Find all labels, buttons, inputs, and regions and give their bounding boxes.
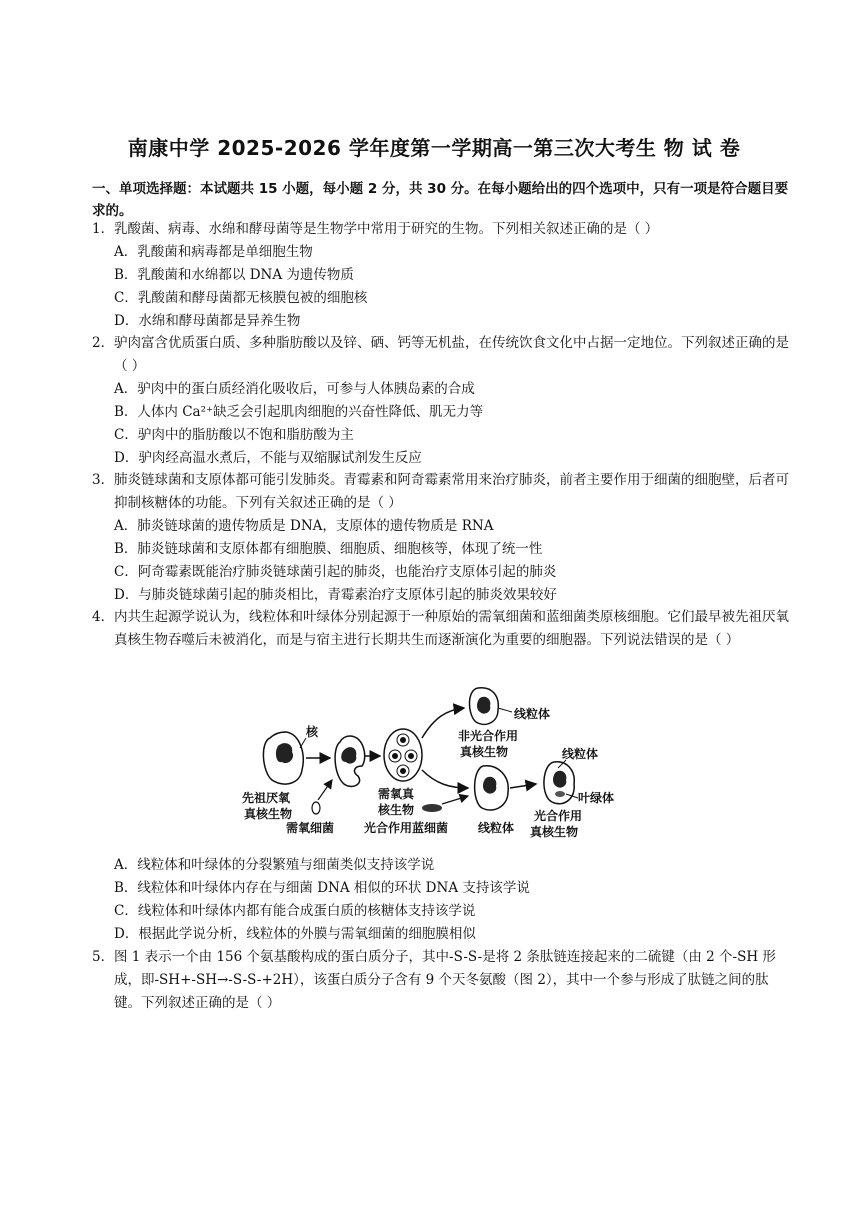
label-nonphotosynthetic-2: 真核生物	[460, 745, 509, 759]
label-ancestor-2: 真核生物	[244, 807, 293, 821]
option-b[interactable]: B．乳酸菌和水绵都以 DNA 为遗传物质	[114, 267, 354, 283]
option-d[interactable]: D．水绵和酵母菌都是异养生物	[114, 313, 301, 329]
question-3	[92, 469, 792, 607]
option-c[interactable]: C．线粒体和叶绿体内都有能合成蛋白质的核糖体支持该学说	[114, 903, 476, 919]
question-stem: 内共生起源学说认为，线粒体和叶绿体分别起源于一种原始的需氧细菌和蓝细菌类原核细胞。它们最早被先祖厌氧真核生物吞噬后未被消化，而是与宿主进行长期共生而逐渐演化为重要的细胞器。下列说法错误的是（ ）	[114, 609, 789, 648]
question-stem: 肺炎链球菌和支原体都可能引发肺炎。青霉素和阿奇霉素常用来治疗肺炎，前者主要作用于细菌的细胞壁，后者可抑制核糖体的功能。下列有关叙述正确的是（ ）	[114, 472, 789, 511]
exam-title: 南康中学 2025-2026 学年度第一学期高一第三次大考生 物 试 卷	[127, 136, 741, 160]
question-number: 1．	[92, 221, 115, 237]
nonphotosynthetic-eukaryote-cell	[470, 688, 499, 725]
question-1	[92, 218, 792, 333]
label-nonphotosynthetic-1: 非光合作用	[458, 729, 519, 743]
section-heading: 一、单项选择题：本试题共 15 小题，每小题 2 分，共 30 分。在每小题给出的四个选项中，只有一项是符合题目要求的。	[92, 181, 789, 219]
label-mitochondrion-1: 线粒体	[514, 707, 551, 721]
question-5	[92, 946, 792, 1015]
question-stem: 乳酸菌、病毒、水绵和酵母菌等是生物学中常用于研究的生物。下列相关叙述正确的是（ ）	[114, 221, 659, 237]
label-cyanobacteria: 光合作用蓝细菌	[364, 821, 449, 835]
label-aerobic-bacteria: 需氧细菌	[286, 821, 335, 835]
option-a[interactable]: A．乳酸菌和病毒都是单细胞生物	[114, 244, 313, 260]
option-b[interactable]: B．线粒体和叶绿体内存在与细菌 DNA 相似的环状 DNA 支持该学说	[114, 880, 530, 896]
question-number: 3．	[92, 472, 115, 488]
option-b[interactable]: B．人体内 Ca²⁺缺乏会引起肌肉细胞的兴奋性降低、肌无力等	[114, 404, 484, 420]
option-a[interactable]: A．驴肉中的蛋白质经消化吸收后，可参与人体胰岛素的合成	[114, 381, 475, 397]
option-a[interactable]: A．线粒体和叶绿体的分裂繁殖与细菌类似支持该学说	[114, 857, 435, 873]
question-stem: 驴肉富含优质蛋白质、多种脂肪酸以及锌、硒、钙等无机盐，在传统饮食文化中占据一定地位。下列叙述正确的是（ ）	[114, 335, 789, 374]
arrow	[442, 796, 468, 804]
engulfing-cell	[335, 736, 365, 786]
arrow	[510, 784, 536, 788]
aerobic-bacterium	[312, 802, 320, 814]
label-nucleus: 核	[306, 725, 319, 739]
photosynthetic-eukaryote-cell	[544, 762, 574, 804]
question-stem: 图 1 表示一个由 156 个氨基酸构成的蛋白质分子，其中-S-S-是将 2 条肽链连接起来的二硫键（由 2 个-SH 形成，即-SH+-SH→-S-S-+2H），该蛋白质分子含有 9 个天冬氨酸（图 2），其中一个参与形成了肽链之间的肽键。下列叙述正确的是（ ）	[114, 949, 776, 1011]
ancestor-cell	[263, 732, 303, 784]
option-c[interactable]: C．驴肉中的脂肪酸以不饱和脂肪酸为主	[114, 427, 354, 443]
question-number: 5．	[92, 949, 115, 965]
arrow	[422, 770, 468, 788]
option-a[interactable]: A．肺炎链球菌的遗传物质是 DNA，支原体的遗传物质是 RNA	[114, 518, 494, 534]
option-c[interactable]: C．阿奇霉素既能治疗肺炎链球菌引起的肺炎，也能治疗支原体引起的肺炎	[114, 564, 557, 580]
label-photosynthetic-2: 真核生物	[530, 825, 579, 839]
aerobic-eukaryote-cell	[384, 729, 422, 781]
label-chloroplast: 叶绿体	[578, 791, 615, 805]
option-d[interactable]: D．驴肉经高温水煮后，不能与双缩脲试剂发生反应	[114, 450, 422, 466]
question-2	[92, 332, 792, 470]
label-mitochondrion-3: 线粒体	[562, 747, 599, 761]
endosymbiosis-diagram	[240, 680, 620, 845]
label-ancestor-1: 先祖厌氧	[242, 791, 291, 805]
question-number: 4．	[92, 609, 115, 625]
question-number: 2．	[92, 335, 115, 351]
option-d[interactable]: D．与肺炎链球菌引起的肺炎相比，青霉素治疗支原体引起的肺炎效果较好	[114, 587, 557, 603]
label-aerobic-eukaryote-2: 核生物	[378, 803, 415, 817]
endosymbiosis-figure	[240, 680, 620, 845]
option-c[interactable]: C．乳酸菌和酵母菌都无核膜包被的细胞核	[114, 290, 368, 306]
option-d[interactable]: D．根据此学说分析，线粒体的外膜与需氧细菌的细胞膜相似	[114, 926, 476, 942]
question-4	[92, 606, 792, 652]
arrow	[318, 780, 332, 800]
option-b[interactable]: B．肺炎链球菌和支原体都有细胞膜、细胞质、细胞核等，体现了统一性	[114, 541, 543, 557]
label-mitochondrion-2: 线粒体	[478, 821, 515, 835]
photosynthetic-precursor-cell	[475, 766, 509, 810]
question-4-options	[92, 854, 792, 946]
label-photosynthetic-1: 光合作用	[534, 809, 583, 823]
cyanobacterium	[422, 804, 442, 812]
label-aerobic-eukaryote-1: 需氧真	[378, 787, 415, 801]
